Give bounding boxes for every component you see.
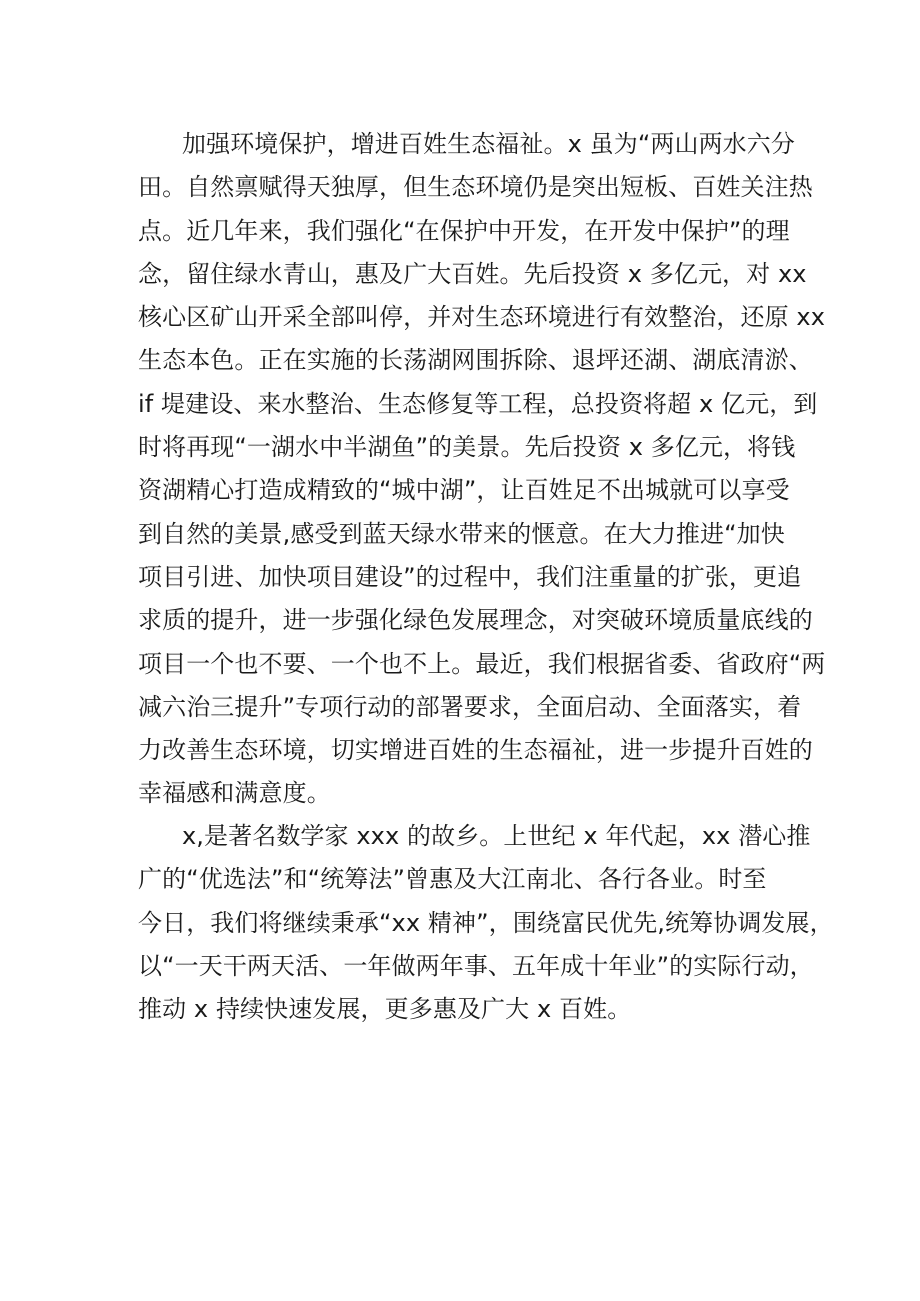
text-line: 推动 x 持续快速发展，更多惠及广大 x 百姓。 <box>138 995 632 1024</box>
text-line: 求质的提升，进一步强化绿色发展理念，对突破环境质量底线的 <box>138 606 813 635</box>
text-line: 核心区矿山开采全部叫停，并对生态环境进行有效整治，还原 xx <box>138 303 826 332</box>
text-line: 今日，我们将继续秉承“xx 精神”，围绕富民优先,统筹协调发展， <box>138 908 834 937</box>
text-line: if 堤建设、来水整治、生态修复等工程，总投资将超 x 亿元，到 <box>138 389 818 418</box>
text-line: 念，留住绿水青山，惠及广大百姓。先后投资 x 多亿元，对 xx <box>138 259 807 288</box>
text-line: 到自然的美景,感受到蓝天绿水带来的惬意。在大力推进“加快 <box>138 519 785 548</box>
text-line: 资湖精心打造成精致的“城中湖”，让百姓足不出城就可以享受 <box>138 476 790 505</box>
text-line: 幸福感和满意度。 <box>138 779 331 808</box>
text-line: 生态本色。正在实施的长荡湖网围拆除、退坪还湖、湖底清淤、 <box>138 346 813 375</box>
text-line: 点。近几年来，我们强化“在保护中开发，在开发中保护”的理 <box>138 216 790 245</box>
text-line: 广的“优选法”和“统筹法”曾惠及大江南北、各行各业。时至 <box>138 865 767 894</box>
text-line: 项目一个也不要、一个也不上。最近，我们根据省委、省政府“两 <box>138 649 826 678</box>
text-line: 时将再现“一湖水中半湖鱼”的美景。先后投资 x 多亿元，将钱 <box>138 433 796 462</box>
text-line: 减六治三提升”专项行动的部署要求，全面启动、全面落实，着 <box>138 692 802 721</box>
text-line: 项目引进、加快项目建设”的过程中，我们注重量的扩张，更追 <box>138 562 802 591</box>
paragraph-hometown <box>138 815 834 1031</box>
text-line: x,是著名数学家 xxx 的故乡。上世纪 x 年代起，xx 潜心推 <box>182 822 811 850</box>
text-line: 力改善生态环境，切实增进百姓的生态福祉，进一步提升百姓的 <box>138 736 813 765</box>
text-line: 田。自然禀赋得天独厚，但生态环境仍是突出短板、百姓关注热 <box>138 173 813 202</box>
paragraph-environment-protection <box>138 123 826 816</box>
text-line: 以“一天干两天活、一年做两年事、五年成十年业”的实际行动， <box>138 951 814 980</box>
text-line: 加强环境保护，增进百姓生态福祉。x 虽为“两山两水六分 <box>182 130 795 158</box>
